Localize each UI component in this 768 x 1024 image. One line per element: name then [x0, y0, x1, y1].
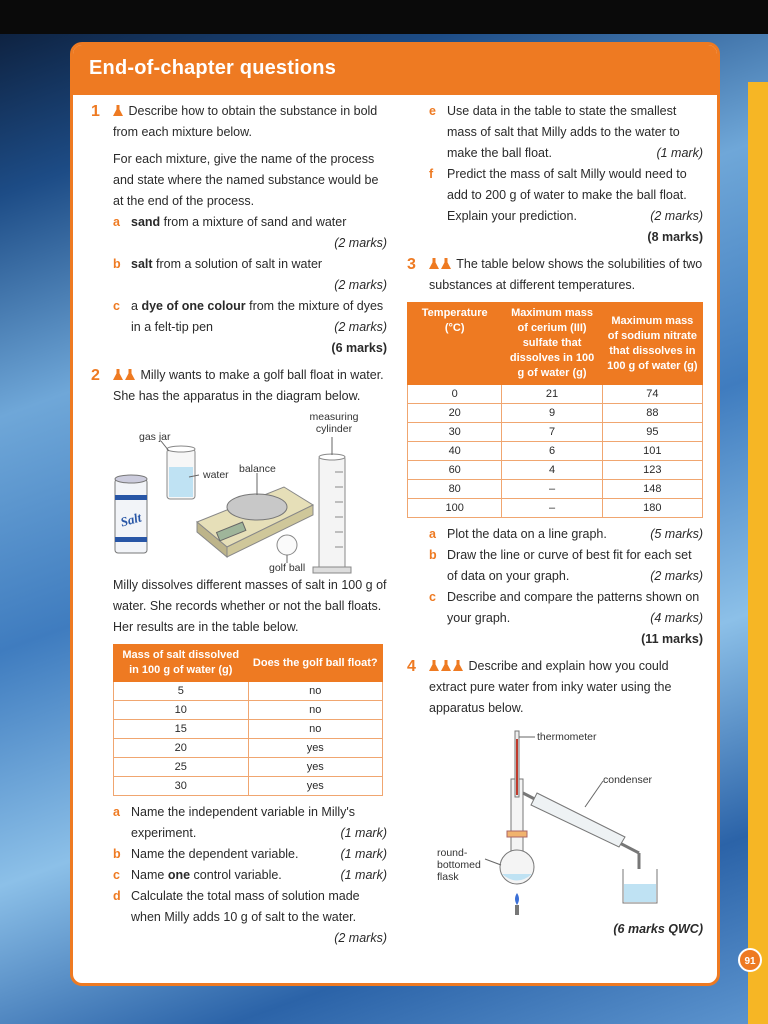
total-marks: (8 marks) — [647, 230, 703, 244]
marks: (2 marks) — [650, 209, 703, 223]
marks: (2 marks) — [650, 569, 703, 583]
column-header: Mass of salt dissolved in 100 g of water (g) — [114, 645, 249, 682]
question-4 — [407, 656, 703, 719]
marks: (5 marks) — [650, 527, 703, 541]
marks: (4 marks) — [650, 611, 703, 625]
part-b: b Name the dependent variable. (1 mark) — [113, 844, 387, 865]
part-a: a sand from a mixture of sand and water (2 marks) — [113, 212, 387, 254]
part-e: e Use data in the table to state the smallest mass of salt that Milly adds to the water to make the ball float. (1 mark) — [429, 101, 703, 164]
distillation-diagram — [407, 719, 703, 919]
table-row: 10 no — [114, 701, 383, 720]
marks: (2 marks) — [334, 278, 387, 292]
part-c: c Name one control variable. (1 mark) — [113, 865, 387, 886]
gas-jar-label: gas jar — [139, 431, 171, 443]
table-row: 40 6 101 — [408, 442, 703, 461]
total-marks: (6 marks QWC) — [613, 922, 703, 936]
condenser — [523, 793, 639, 869]
table-row: 60 4 123 — [408, 461, 703, 480]
thermometer-label: thermometer — [537, 731, 597, 743]
marks: (2 marks) — [334, 931, 387, 945]
table-row: 30 7 95 — [408, 423, 703, 442]
condenser-label: condenser — [603, 774, 653, 786]
column-header: Does the golf ball float? — [248, 645, 383, 682]
marks: (1 mark) — [340, 868, 387, 882]
column-header: Maximum mass of sodium nitrate that dissolves in 100 g of water (g) — [602, 303, 702, 385]
flask-icon — [441, 258, 451, 269]
question-page — [70, 42, 720, 986]
page-header — [73, 45, 717, 95]
balance-label: balance — [239, 463, 276, 475]
flask-label: round-bottomed flask — [437, 847, 481, 883]
total-marks: (11 marks) — [641, 632, 703, 646]
question-intro: The table below shows the solubilities of two substances at different temperatures. — [429, 257, 703, 292]
question-instructions: For each mixture, give the name of the process and state where the named substance would be at the end of the process. — [113, 152, 379, 208]
golf-ball-label: golf ball — [269, 562, 306, 574]
page-title: End-of-chapter questions — [89, 57, 337, 79]
question-intro: Describe how to obtain the substance in bold from each mixture below. — [113, 104, 378, 139]
water-label: water — [203, 469, 229, 481]
thermometer — [515, 731, 519, 797]
measuring-cylinder-label: measuring cylinder — [309, 411, 359, 435]
golf-ball — [277, 535, 297, 555]
page-number: 91 — [738, 948, 762, 972]
question-intro: Milly wants to make a golf ball float in water. She has the apparatus in the diagram below. — [113, 368, 384, 403]
next-page-edge — [748, 82, 768, 1024]
question-number: 2 — [91, 367, 100, 384]
flask-icon — [125, 369, 135, 380]
table-row: 25 yes — [114, 758, 383, 777]
table-row: 5 no — [114, 682, 383, 701]
table-row: 80 – 148 — [408, 480, 703, 499]
table-row: 30 yes — [114, 777, 383, 796]
right-column — [407, 101, 703, 940]
part-c: c a dye of one colour from the mixture of dyes in a felt-tip pen (2 marks) — [113, 296, 387, 338]
part-b: b salt from a solution of salt in water (2 marks) — [113, 254, 387, 296]
marks: (2 marks) — [334, 236, 387, 250]
question-number: 4 — [407, 658, 416, 675]
question-2-continued — [407, 101, 703, 248]
apparatus-diagram — [109, 407, 387, 575]
table-row: 15 no — [114, 720, 383, 739]
flask-icon — [429, 258, 439, 269]
flask-icon — [113, 105, 123, 116]
left-column — [91, 101, 387, 949]
measuring-cylinder — [313, 454, 351, 573]
table-row: 0 21 74 — [408, 385, 703, 404]
burner — [515, 893, 519, 915]
question-2 — [91, 365, 387, 949]
column-header: Temperature (°C) — [408, 303, 502, 385]
salt-label: Salt — [118, 509, 143, 530]
background-top-bar — [0, 0, 768, 34]
table-row: 20 yes — [114, 739, 383, 758]
flask-icon — [113, 369, 123, 380]
question-intro: Describe and explain how you could extract pure water from inky water using the apparatus below. — [429, 659, 672, 715]
question-3 — [407, 254, 703, 296]
distillation-drawing — [407, 719, 703, 919]
part-a: a Name the independent variable in Milly's experiment. (1 mark) — [113, 802, 387, 844]
question-3-parts — [407, 524, 703, 650]
part-a: a Plot the data on a line graph. (5 marks) — [429, 524, 703, 545]
beaker — [623, 869, 657, 903]
solubility-table — [407, 302, 703, 518]
question-number: 1 — [91, 103, 100, 120]
part-b: b Draw the line or curve of best fit for each set of data on your graph. (2 marks) — [429, 545, 703, 587]
part-f: f Predict the mass of salt Milly would need to add to 200 g of water to make the ball float. Explain your prediction. (2 marks) — [429, 164, 703, 227]
marks: (1 mark) — [656, 146, 703, 160]
gas-jar — [167, 446, 195, 499]
marks: (1 mark) — [340, 826, 387, 840]
question-text: Milly dissolves different masses of salt in 100 g of water. She records whether or not the ball floats. Her results are in the table below. — [113, 578, 387, 634]
total-marks: (6 marks) — [331, 341, 387, 355]
part-c: c Describe and compare the patterns shown on your graph. (4 marks) — [429, 587, 703, 629]
question-number: 3 — [407, 256, 416, 273]
question-1 — [91, 101, 387, 359]
table-row: 100 – 180 — [408, 499, 703, 518]
salt-float-table — [113, 644, 383, 796]
flask-icon — [453, 660, 463, 671]
table-row: 20 9 88 — [408, 404, 703, 423]
flask-icon — [429, 660, 439, 671]
flask-icon — [441, 660, 451, 671]
marks: (1 mark) — [340, 847, 387, 861]
salt-container — [115, 475, 147, 553]
column-header: Maximum mass of cerium (III) sulfate that dissolves in 100 g of water (g) — [502, 303, 602, 385]
part-d: d Calculate the total mass of solution made when Milly adds 10 g of salt to the water. (2 marks) — [113, 886, 387, 949]
marks: (2 marks) — [334, 320, 387, 334]
